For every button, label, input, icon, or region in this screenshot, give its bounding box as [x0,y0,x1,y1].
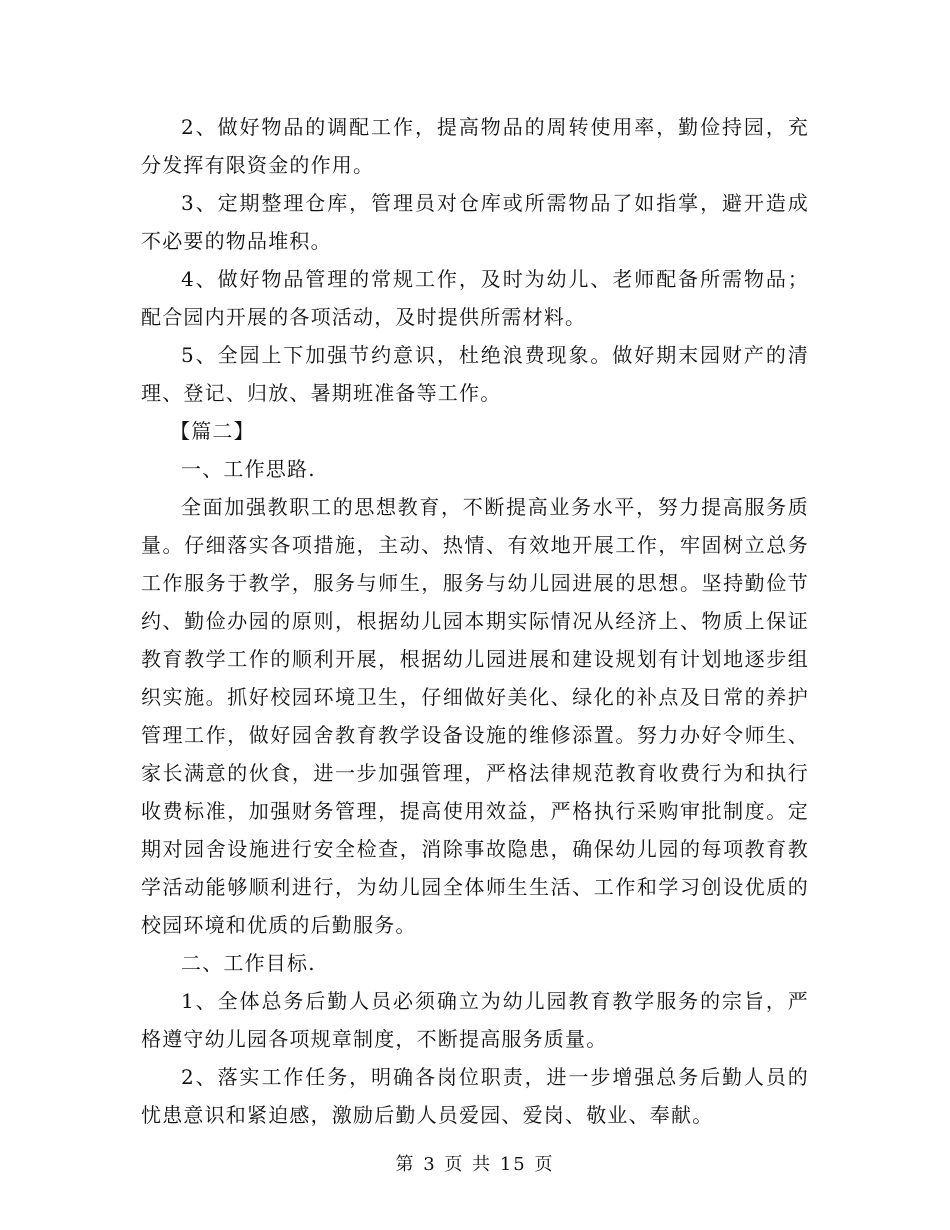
paragraph-item-5: 5、全园上下加强节约意识，杜绝浪费现象。做好期末园财产的清理、登记、归放、暑期班准备等工作。 [141,343,809,405]
paragraph-item-4: 4、做好物品管理的常规工作，及时为幼儿、老师配备所需物品；配合园内开展的各项活动，及时提供所需材料。 [141,267,809,329]
page-footer [0,1153,950,1177]
document-body [141,108,809,1134]
work-approach-body: 全面加强教职工的思想教育，不断提高业务水平，努力提高服务质量。仔细落实各项措施，主动、热情、有效地开展工作，牢固树立总务工作服务于教学，服务与师生，服务与幼儿园进展的思想。坚持勤俭节约、勤俭办园的原则，根据幼儿园本期实际情况从经济上、物质上保证教育教学工作的顺利开展，根据幼儿园进展和建设规划有计划地逐步组织实施。抓好校园环境卫生，仔细做好美化、绿化的补点及日常的养护管理工作，做好园舍教育教学设备设施的维修添置。努力办好令师生、家长满意的伙食，进一步加强管理，严格法律规范教育收费行为和执行收费标准，加强财务管理，提高使用效益，严格执行采购审批制度。定期对园舍设施进行安全检查，消除事故隐患，确保幼儿园的每项教育教学活动能够顺利进行，为幼儿园全体师生生活、工作和学习创设优质的校园环境和优质的后勤服务。 [141,495,809,937]
paragraph-item-3: 3、定期整理仓库，管理员对仓库或所需物品了如指掌，避开造成不必要的物品堆积。 [141,191,809,253]
page-number: 第 3 页 共 15 页 [395,1154,555,1175]
goal-item-2: 2、落实工作任务，明确各岗位职责，进一步增强总务后勤人员的忧患意识和紧迫感，激励后勤人员爱园、爱岗、敬业、奉献。 [141,1065,809,1127]
section-heading: 【篇二】 [170,419,255,443]
goal-item-1: 1、全体总务后勤人员必须确立为幼儿园教育教学服务的宗旨，严格遵守幼儿园各项规章制度，不断提高服务质量。 [141,989,809,1051]
heading-work-approach: 一、工作思路. [181,457,316,481]
paragraph-item-2: 2、做好物品的调配工作，提高物品的周转使用率，勤俭持园，充分发挥有限资金的作用。 [141,115,809,177]
heading-work-goals: 二、工作目标. [181,951,316,975]
